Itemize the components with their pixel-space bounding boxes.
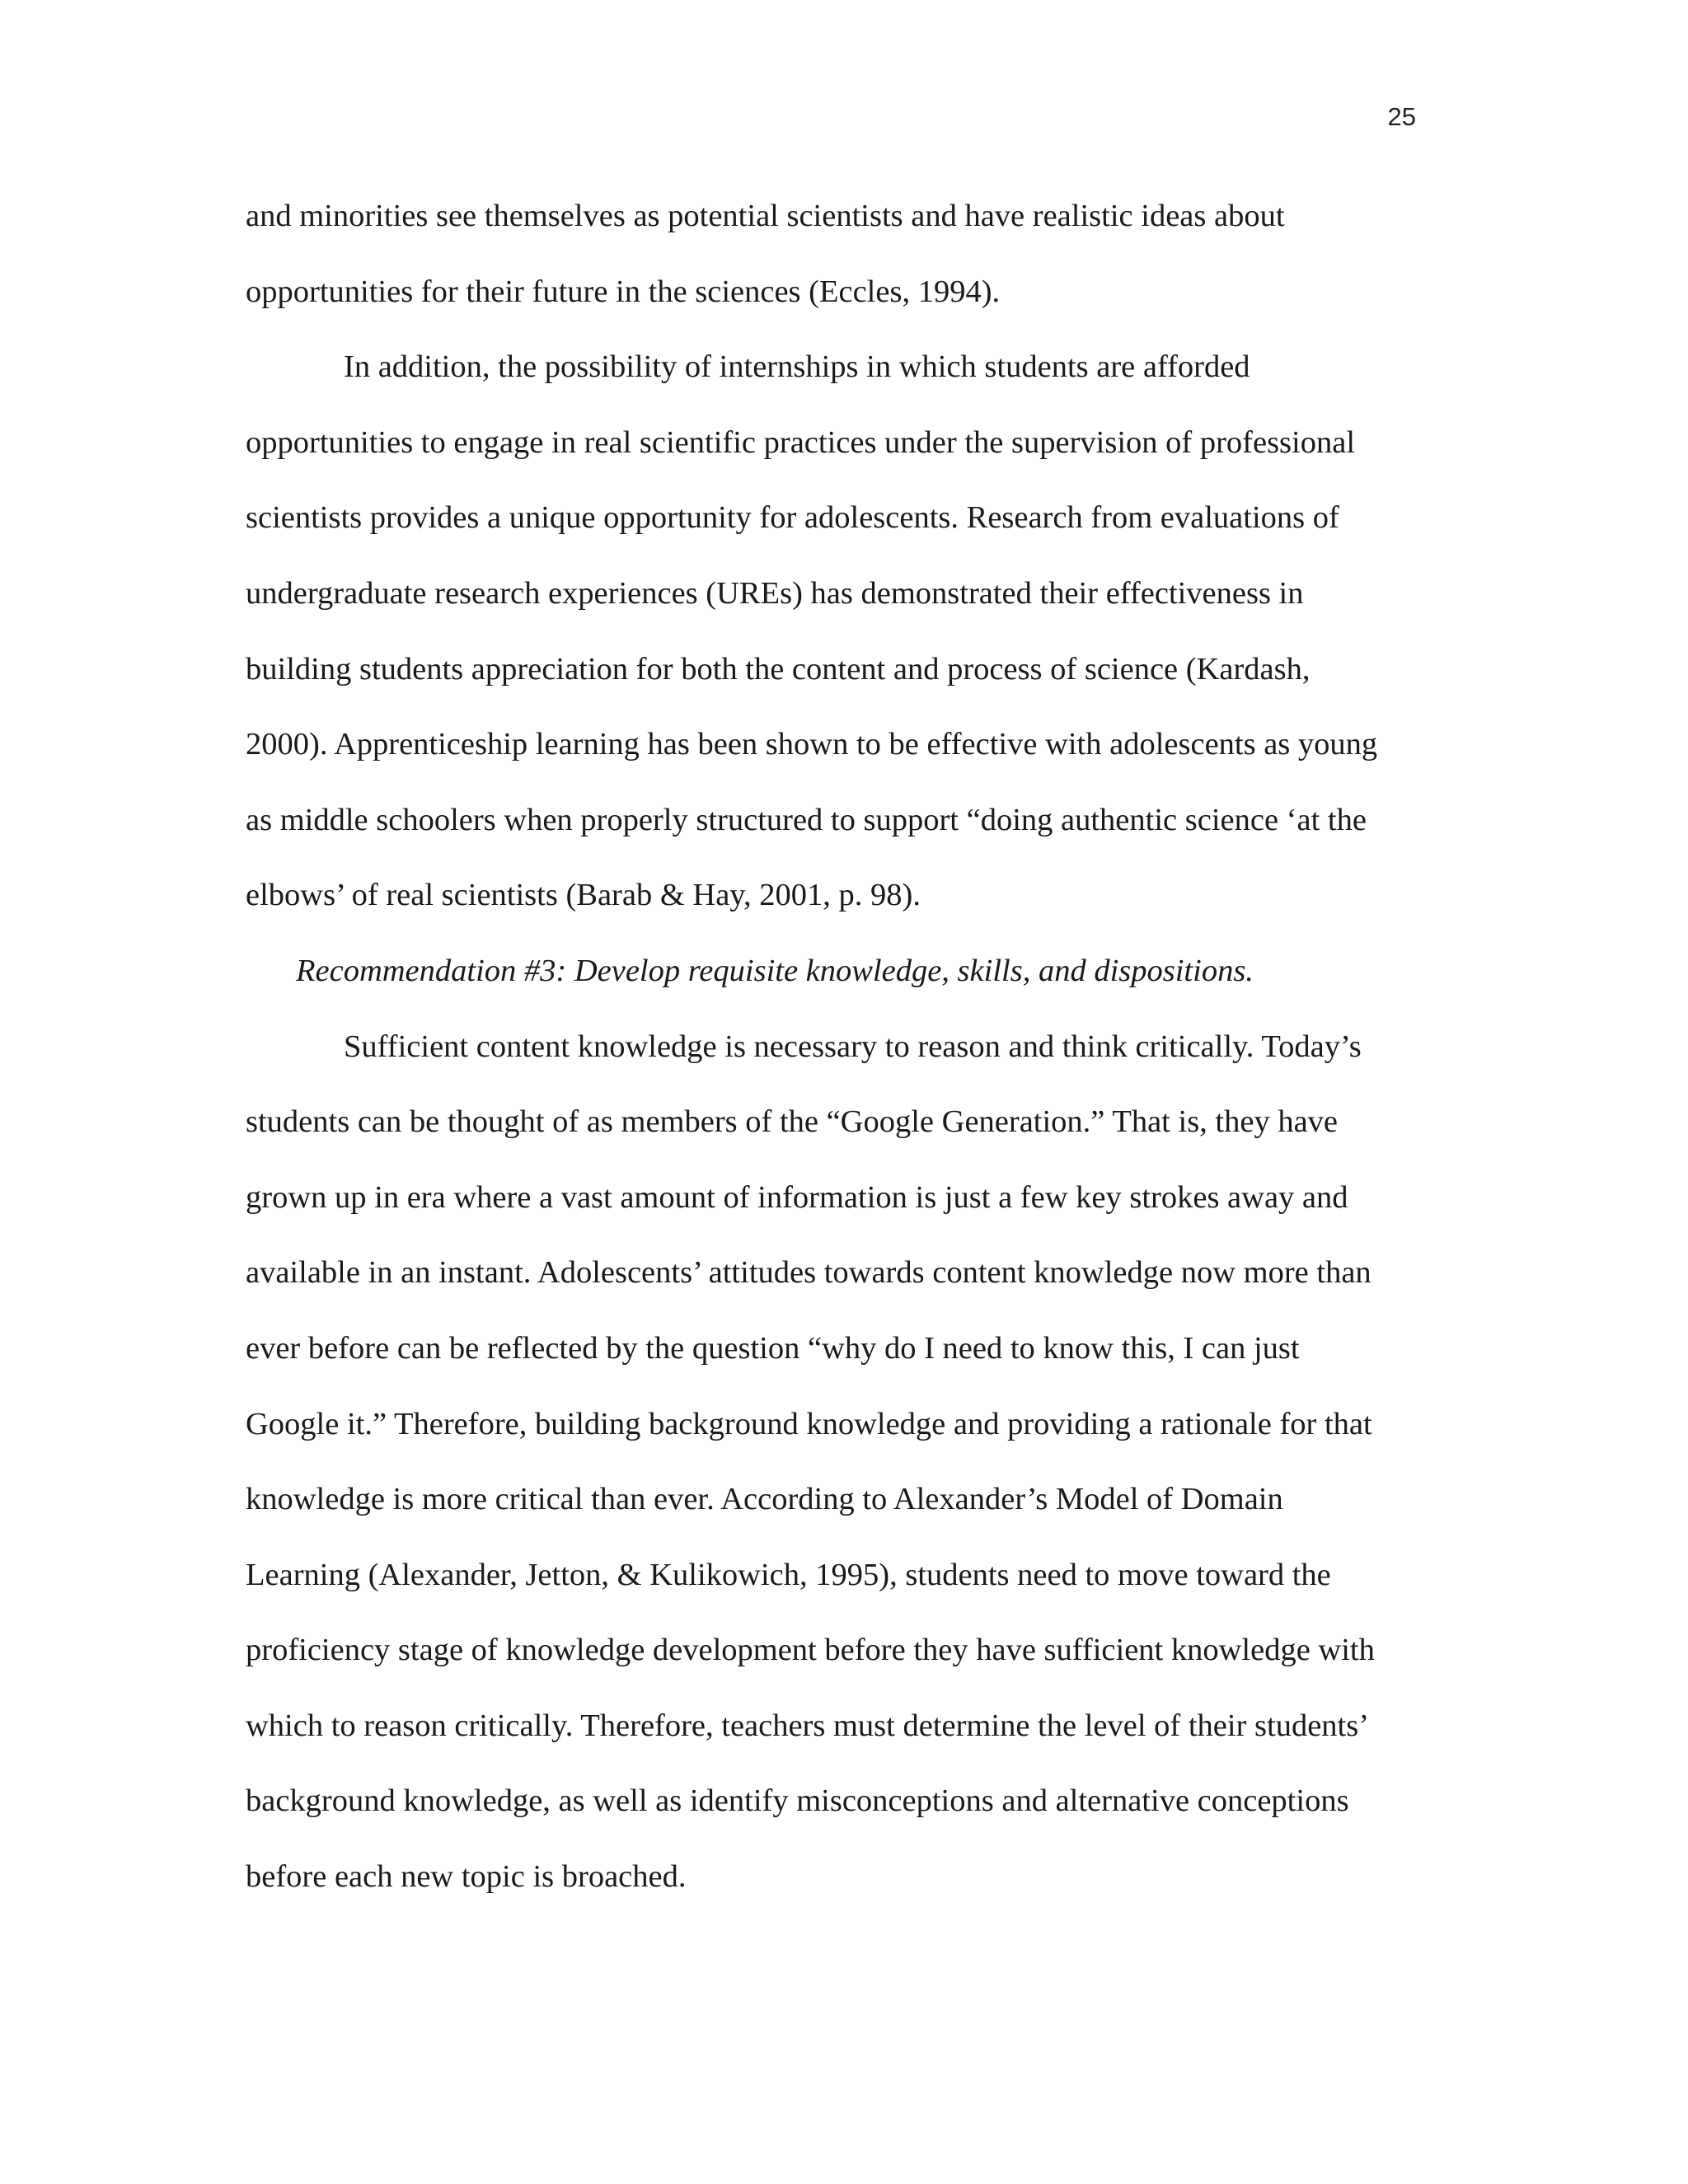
text-line: and minorities see themselves as potential scientists and have realistic ideas about [246,199,1285,233]
text-line: building students appreciation for both the content and process of science (Kardash, [246,651,1311,687]
text-line: which to reason critically. Therefore, teachers must determine the level of their students’ [246,1708,1370,1743]
text-line: opportunities to engage in real scientific practices under the supervision of professional [246,424,1356,460]
text-line: In addition, the possibility of internships in which students are afforded [344,349,1250,385]
text-line: Google it.” Therefore, building background knowledge and providing a rationale for that [246,1406,1372,1441]
text-line: opportunities for their future in the sciences (Eccles, 1994). [246,274,1001,309]
paragraph-continuation [246,194,1449,345]
text-line: grown up in era where a vast amount of information is just a few key strokes away and [246,1179,1348,1215]
text-line: proficiency stage of knowledge development before they have sufficient knowledge with [246,1633,1375,1668]
text-line: 2000). Apprenticeship learning has been shown to be effective with adolescents as young [246,727,1378,762]
text-line: undergraduate research experiences (UREs) has demonstrated their effectiveness in [246,575,1304,611]
text-line: background knowledge, as well as identify misconceptions and alternative conceptions [246,1783,1349,1819]
body-text [246,194,1449,1931]
text-line: knowledge is more critical than ever. According to Alexander’s Model of Domain [246,1482,1283,1517]
text-line: as middle schoolers when properly structured to support “doing authentic science ‘at the [246,802,1367,837]
text-line: elbows’ of real scientists (Barab & Hay, 2001, p. 98). [246,878,921,913]
text-line: before each new topic is broached. [246,1859,687,1895]
paragraph-content-knowledge [246,1025,1449,1931]
page-number: 25 [1387,102,1416,131]
section-heading: Recommendation #3: Develop requisite knowledge, skills, and dispositions. [296,953,1254,988]
text-line: ever before can be reflected by the question “why do I need to know this, I can just [246,1330,1300,1366]
text-line: Learning (Alexander, Jetton, & Kulikowich, 1995), students need to move toward the [246,1557,1331,1592]
text-line: available in an instant. Adolescents’ attitudes towards content knowledge now more than [246,1255,1372,1291]
text-line: Sufficient content knowledge is necessary to reason and think critically. Today’s [344,1029,1362,1064]
paragraph-internships [246,345,1449,949]
text-line: students can be thought of as members of the “Google Generation.” That is, they have [246,1104,1339,1140]
text-line: scientists provides a unique opportunity for adolescents. Research from evaluations of [246,500,1339,536]
